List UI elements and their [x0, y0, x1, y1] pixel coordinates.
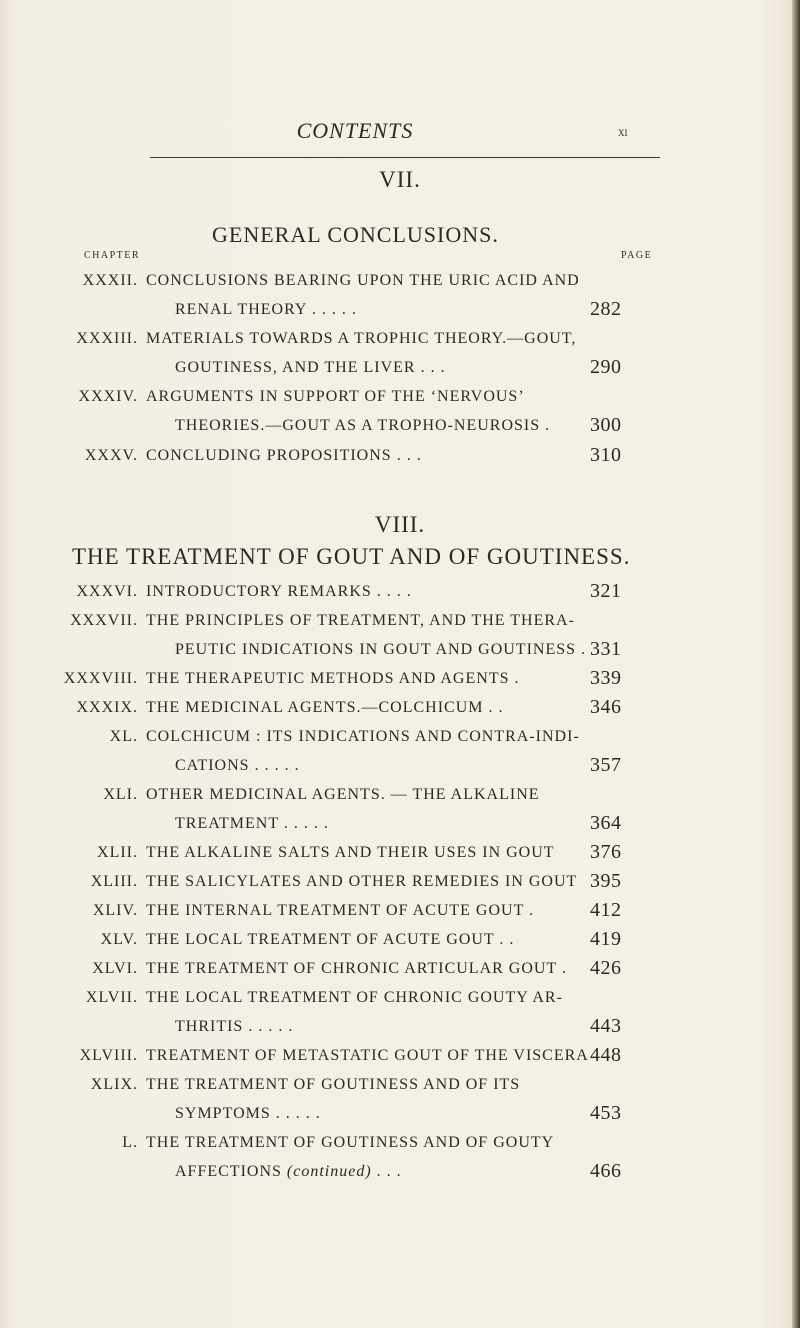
chapter-number: XXXIX. [76, 699, 138, 716]
page-number: 282 [590, 298, 622, 320]
chapter-number: XLV. [100, 931, 138, 948]
chapter-number: XXXVIII. [63, 670, 138, 687]
page-number: 331 [590, 638, 622, 660]
chapter-number: XXXVII. [70, 612, 138, 629]
chapter-number: XXXIV. [78, 388, 138, 405]
chapter-title: THE THERAPEUTIC METHODS AND AGENTS . [146, 670, 520, 687]
chapter-title: GOUTINESS, AND THE LIVER . . . [175, 359, 446, 376]
chapter-number: XLVII. [85, 989, 138, 1006]
chapter-number: XLVIII. [79, 1047, 138, 1064]
chapter-title: THE SALICYLATES AND OTHER REMEDIES IN GOUT [146, 873, 578, 890]
chapter-title: CONCLUSIONS BEARING UPON THE URIC ACID AND [146, 272, 580, 289]
chapter-number: XXXII. [82, 272, 138, 289]
page-number: 466 [590, 1160, 622, 1182]
chapter-title: TREATMENT OF METASTATIC GOUT OF THE VISCERA [146, 1047, 589, 1064]
chapter-title: MATERIALS TOWARDS A TROPHIC THEORY.—GOUT, [146, 330, 577, 347]
chapter-number: XXXV. [84, 447, 138, 464]
chapter-number: XLVI. [92, 960, 138, 977]
chapter-title: AFFECTIONS (continued) . . . [175, 1163, 402, 1180]
chapter-title: ARGUMENTS IN SUPPORT OF THE ‘NERVOUS’ [146, 388, 525, 405]
chapter-title: THEORIES.—GOUT AS A TROPHO-NEUROSIS . [175, 417, 551, 434]
chapter-title: THE LOCAL TREATMENT OF CHRONIC GOUTY AR- [146, 989, 563, 1006]
page-number: 453 [590, 1102, 622, 1124]
page-number: 300 [590, 414, 622, 436]
running-head-title: CONTENTS [296, 118, 414, 143]
chapter-number: XLIII. [90, 873, 138, 890]
chapter-number: XXXIII. [76, 330, 138, 347]
chapter-number: XLI. [103, 786, 138, 803]
page-number: 376 [590, 841, 622, 863]
part-vii-number: VII. [379, 167, 421, 192]
chapter-title: THE TREATMENT OF CHRONIC ARTICULAR GOUT . [146, 960, 567, 977]
chapter-column-label: CHAPTER [84, 250, 141, 261]
chapter-title: THRITIS . . . . . [175, 1018, 294, 1035]
chapter-title: CATIONS . . . . . [175, 757, 300, 774]
chapter-number: XLIX. [90, 1076, 138, 1093]
page-number: 443 [590, 1015, 622, 1037]
page-number: 419 [590, 928, 622, 950]
chapter-number: XLII. [97, 844, 138, 861]
chapter-title: OTHER MEDICINAL AGENTS. — THE ALKALINE [146, 786, 540, 803]
chapter-title: CONCLUDING PROPOSITIONS . . . [146, 447, 422, 464]
page-number: 321 [590, 580, 622, 602]
part-viii-number: VIII. [374, 512, 426, 537]
part-viii-title: THE TREATMENT OF GOUT AND OF GOUTINESS. [72, 544, 631, 569]
chapter-title: COLCHICUM : ITS INDICATIONS AND CONTRA-INDI- [146, 728, 580, 745]
page-number: 364 [590, 812, 622, 834]
chapter-title: SYMPTOMS . . . . . [175, 1105, 321, 1122]
chapter-title: THE LOCAL TREATMENT OF ACUTE GOUT . . [146, 931, 515, 948]
page-number: 339 [590, 667, 622, 689]
chapter-title: THE TREATMENT OF GOUTINESS AND OF GOUTY [146, 1134, 555, 1151]
page-number: 426 [590, 957, 622, 979]
chapter-title: INTRODUCTORY REMARKS . . . . [146, 583, 412, 600]
chapter-number: L. [122, 1134, 138, 1151]
chapter-number: XL. [109, 728, 138, 745]
chapter-number: XLIV. [92, 902, 138, 919]
chapter-title: RENAL THEORY . . . . . [175, 301, 357, 318]
page-number: 310 [590, 444, 622, 466]
page-column-label: PAGE [621, 250, 653, 261]
chapter-number: XXXVI. [76, 583, 138, 600]
chapter-title: THE MEDICINAL AGENTS.—COLCHICUM . . [146, 699, 504, 716]
page-number: 357 [590, 754, 622, 776]
chapter-title: THE INTERNAL TREATMENT OF ACUTE GOUT . [146, 902, 535, 919]
chapter-title: TREATMENT . . . . . [175, 815, 329, 832]
chapter-title: THE ALKALINE SALTS AND THEIR USES IN GOUT [146, 844, 555, 861]
header-rule [150, 157, 660, 158]
page-number: 290 [590, 356, 622, 378]
chapter-title: PEUTIC INDICATIONS IN GOUT AND GOUTINESS . [175, 641, 587, 658]
page-folio: xi [618, 124, 628, 139]
page-edge-shadow [792, 0, 800, 1328]
part-vii-title: GENERAL CONCLUSIONS. [212, 222, 499, 247]
page-number: 448 [590, 1044, 622, 1066]
chapter-title: THE PRINCIPLES OF TREATMENT, AND THE THERA- [146, 612, 575, 629]
page-number: 346 [590, 696, 622, 718]
page-number: 412 [590, 899, 622, 921]
chapter-title: THE TREATMENT OF GOUTINESS AND OF ITS [146, 1076, 521, 1093]
page-number: 395 [590, 870, 622, 892]
running-head [0, 118, 800, 146]
